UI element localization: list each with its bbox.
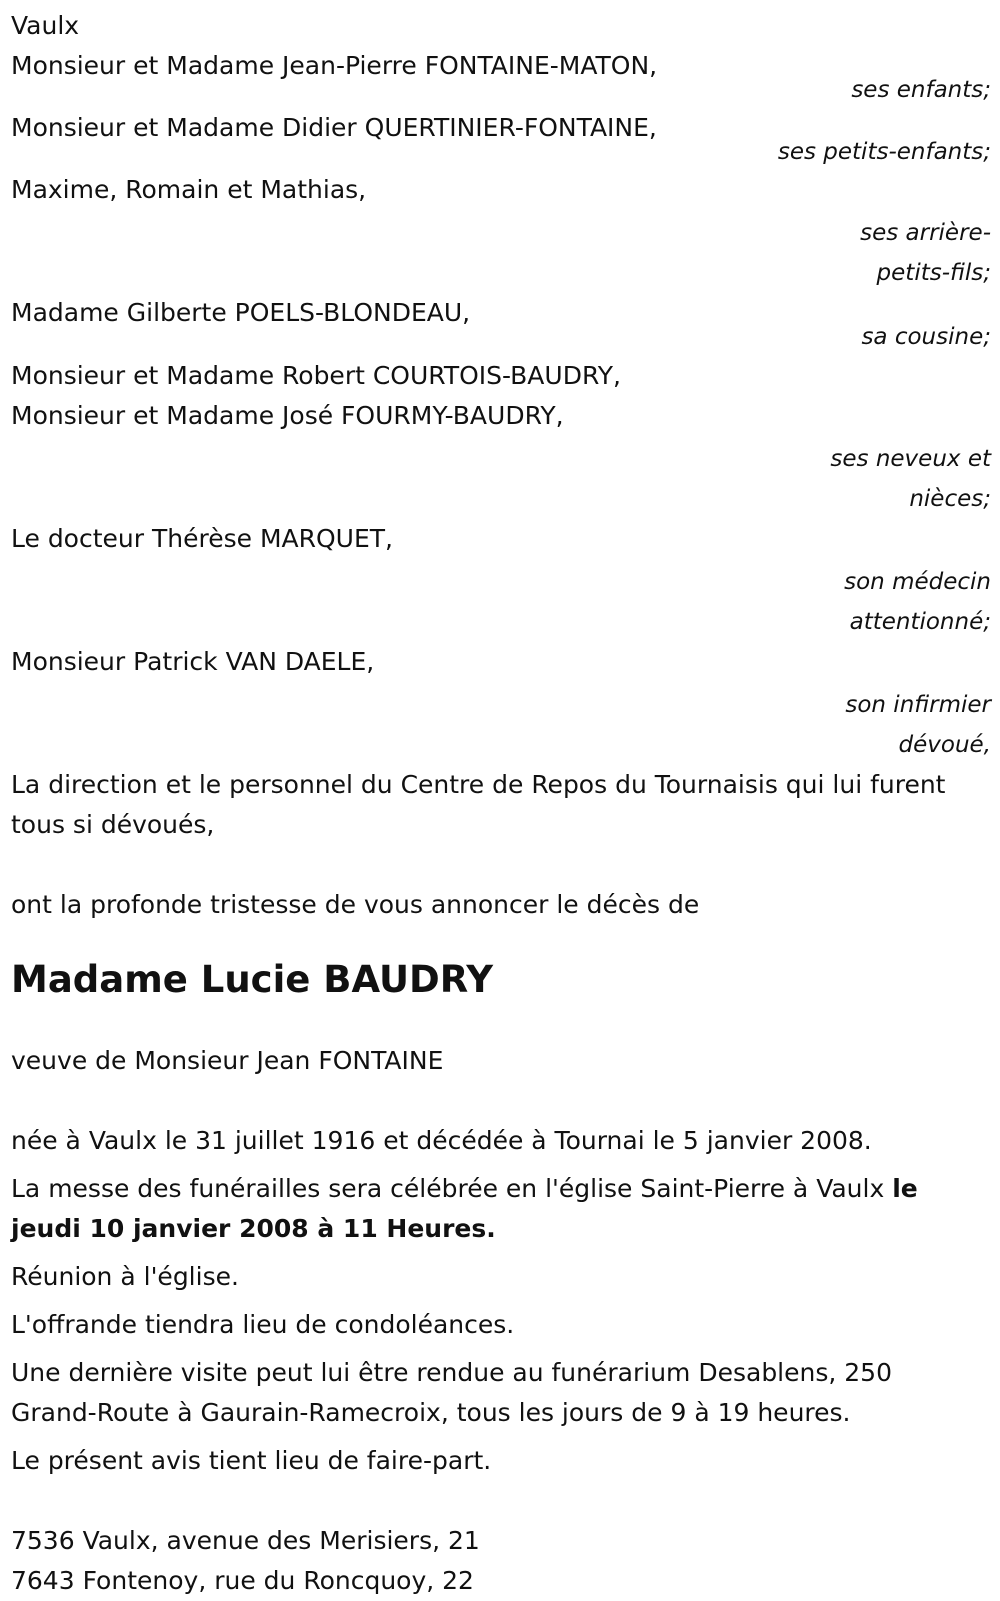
family-role: ses arrière- [860, 220, 991, 246]
family-role: attentionné; [849, 609, 991, 635]
family-name-line: Monsieur et Madame José FOURMY-BAUDRY, [11, 401, 564, 430]
funeral-date: le jeudi 10 janvier 2008 à 11 Heures. [11, 1174, 918, 1243]
family-name-line: Monsieur et Madame Robert COURTOIS-BAUDRY, [11, 361, 621, 390]
birth-death-line: née à Vaulx le 31 juillet 1916 et décédée à Tournai le 5 janvier 2008. [11, 1126, 872, 1155]
staff-paragraph: La direction et le personnel du Centre de Repos du Tournaisis qui lui furent tous si dévoués, [11, 770, 946, 839]
offering-line: L'offrande tiendra lieu de condoléances. [11, 1310, 515, 1339]
announcement-line: ont la profonde tristesse de vous annoncer le décès de [11, 890, 700, 919]
family-role: ses enfants; [851, 77, 991, 103]
address-line: 7536 Vaulx, avenue des Merisiers, 21 [11, 1526, 480, 1555]
family-role: son médecin [844, 569, 991, 595]
meeting-line: Réunion à l'église. [11, 1262, 239, 1291]
death-notice [11, 6, 991, 1601]
family-name-line: Maxime, Romain et Mathias, [11, 175, 367, 204]
family-role: nièces; [909, 486, 991, 512]
family-name-line: Monsieur et Madame Didier QUERTINIER-FONTAINE, [11, 113, 657, 142]
family-name-line: Monsieur et Madame Jean-Pierre FONTAINE-MATON, [11, 51, 658, 80]
family-name-line: Le docteur Thérèse MARQUET, [11, 524, 393, 553]
family-name-line: Madame Gilberte POELS-BLONDEAU, [11, 298, 471, 327]
family-role: ses neveux et [830, 446, 991, 472]
widow-of-line: veuve de Monsieur Jean FONTAINE [11, 1046, 444, 1075]
family-role: son infirmier [845, 692, 991, 718]
family-role: sa cousine; [861, 324, 991, 350]
visit-paragraph: Une dernière visite peut lui être rendue au funérarium Desablens, 250 Grand-Route à Gaurain-Ramecroix, tous les jours de 9 à 19 heures. [11, 1358, 892, 1427]
place-heading: Vaulx [11, 11, 80, 40]
funeral-paragraph [11, 1169, 971, 1249]
family-name-line: Monsieur Patrick VAN DAELE, [11, 647, 375, 676]
address-line: 7643 Fontenoy, rue du Roncquoy, 22 [11, 1566, 474, 1595]
family-role: ses petits-enfants; [777, 139, 991, 165]
family-role: dévoué, [898, 732, 991, 758]
notice-line: Le présent avis tient lieu de faire-part. [11, 1446, 492, 1475]
funeral-text: La messe des funérailles sera célébrée en l'église Saint-Pierre à Vaulx [11, 1174, 893, 1203]
deceased-name: Madame Lucie BAUDRY [11, 958, 493, 1001]
family-role: petits-fils; [876, 260, 991, 286]
